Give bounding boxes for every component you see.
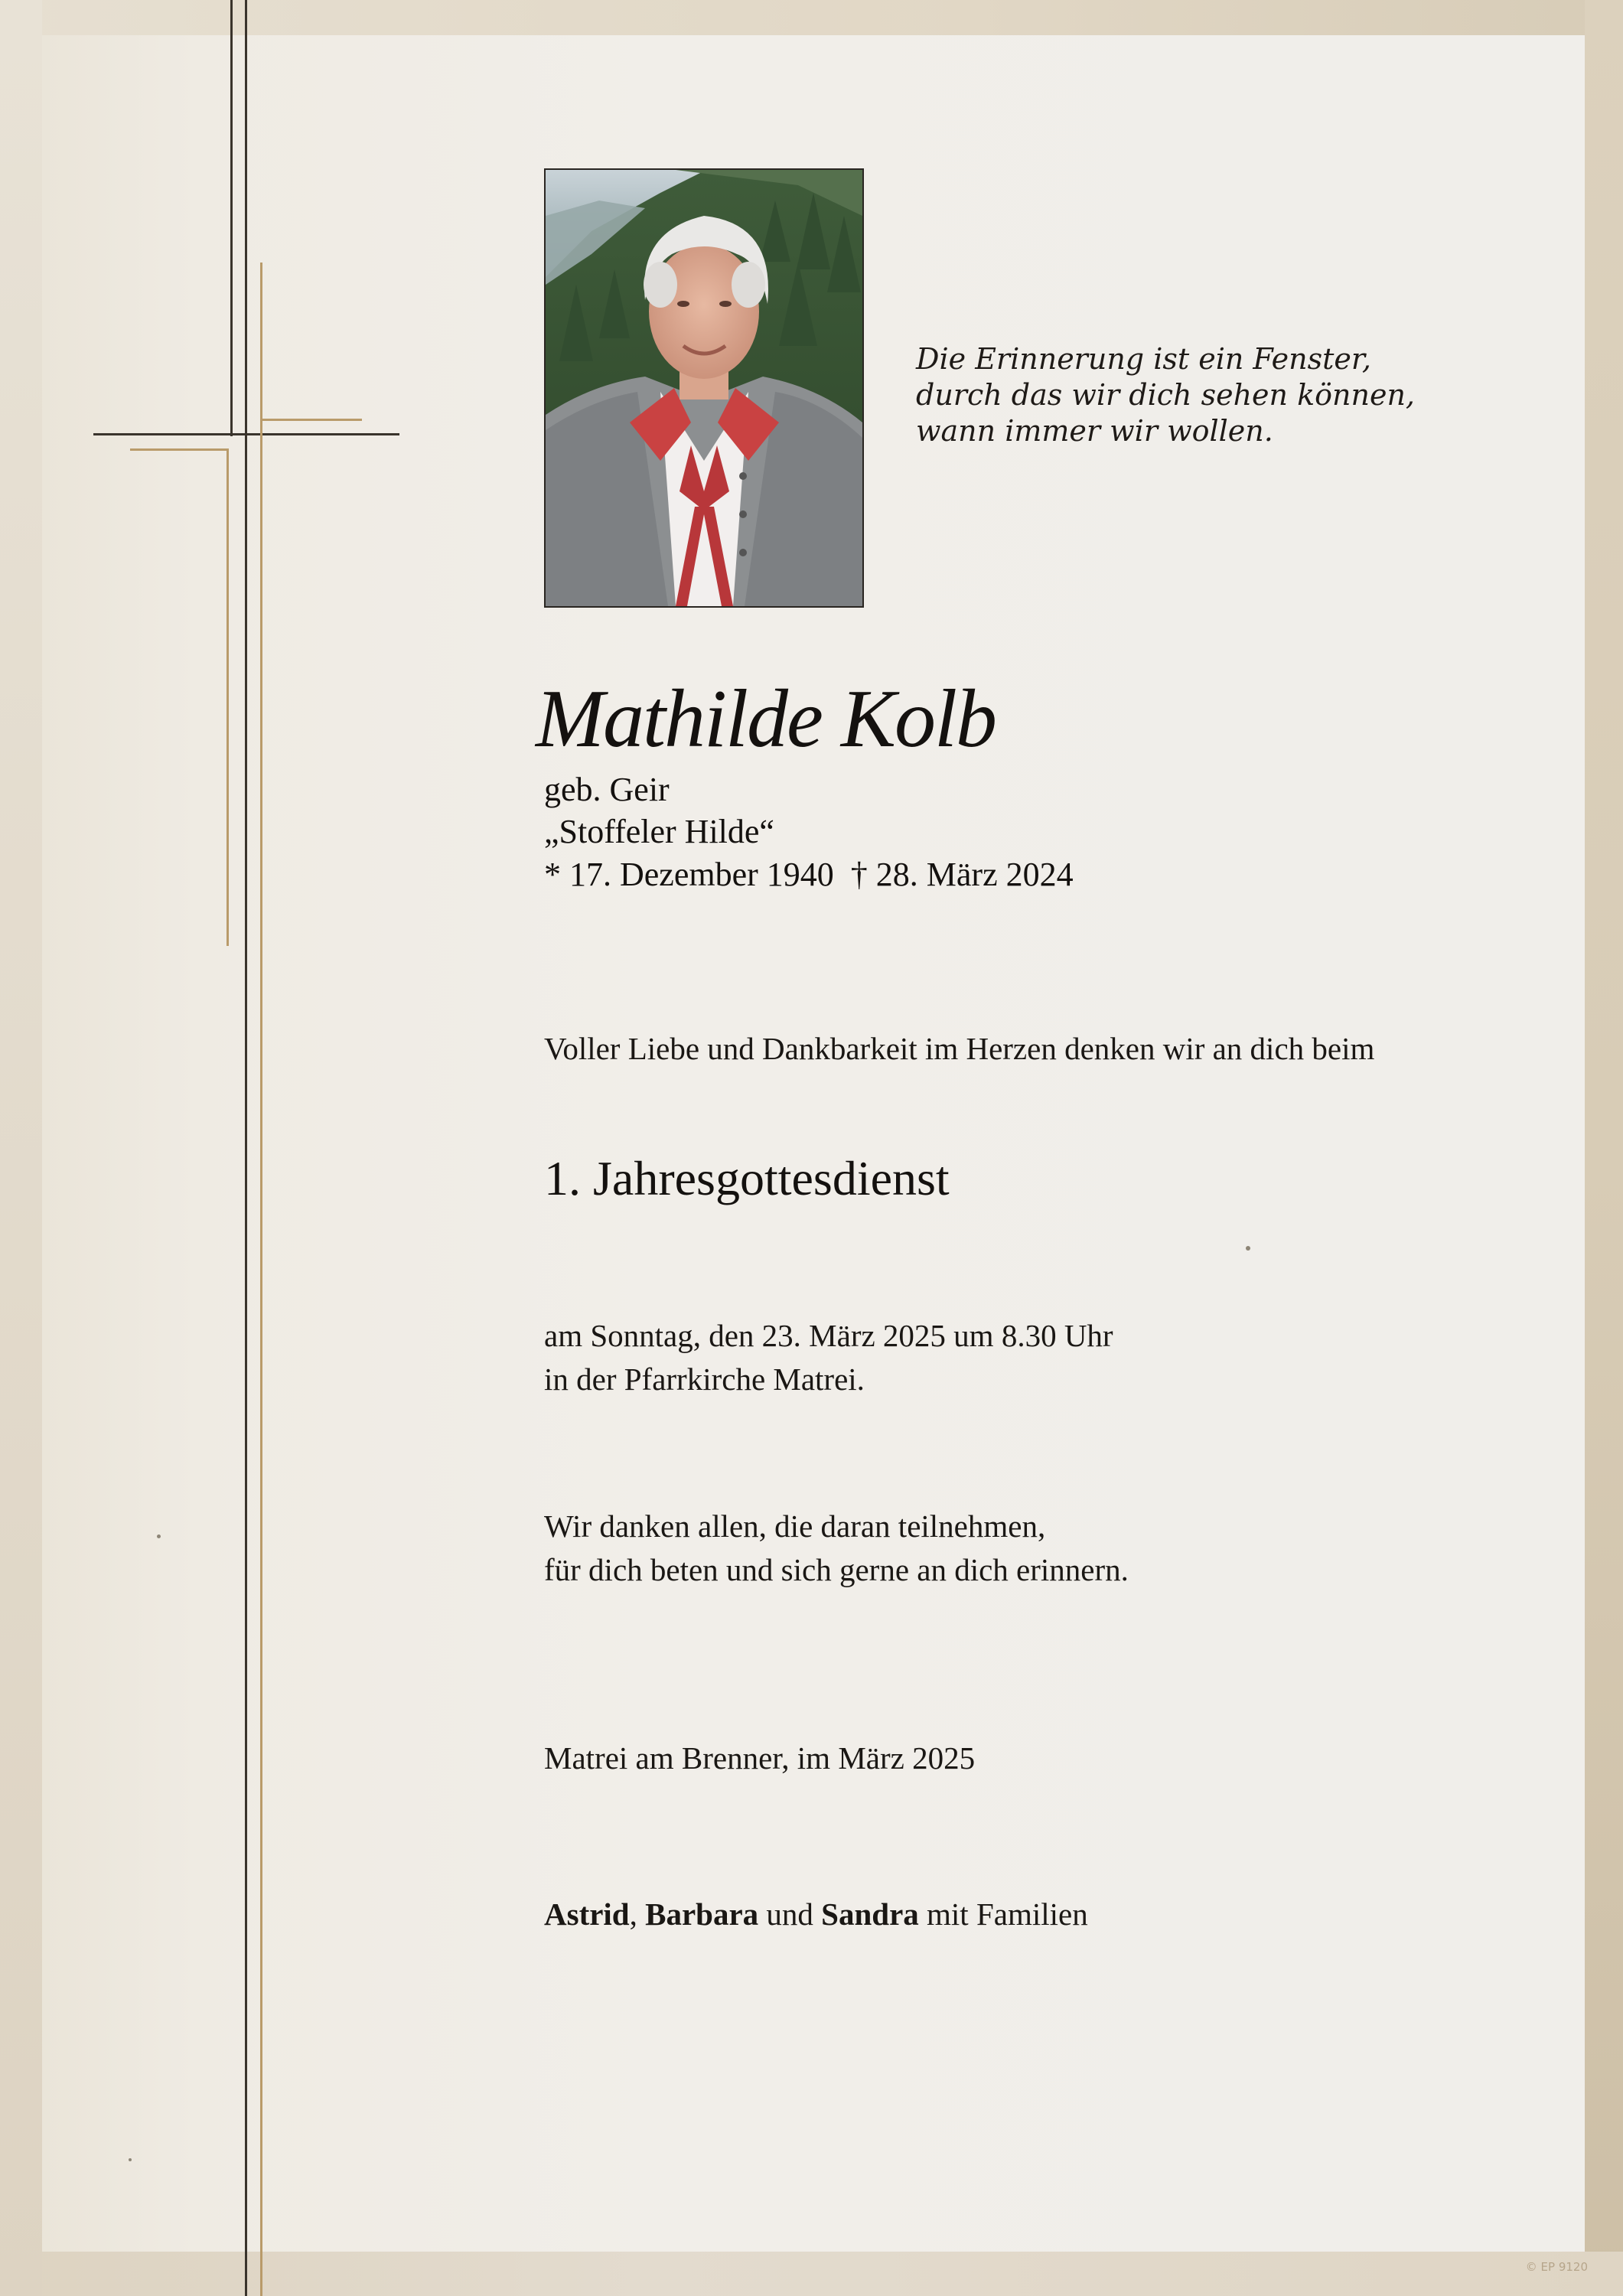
nickname: „Stoffeler Hilde“ [544,813,774,850]
signer-separator: , [629,1896,646,1932]
paper-speck [157,1534,161,1538]
place-date: Matrei am Brenner, im März 2025 [544,1740,976,1776]
paper-speck [1246,1246,1250,1251]
life-dates: * 17. Dezember 1940 † 28. März 2024 [544,856,1074,893]
signer-suffix: mit Familien [918,1896,1088,1932]
paper-edge-top [0,0,1623,35]
paper-speck [129,2158,132,2161]
cross-horizontal-dark [93,433,399,435]
cross-horizontal-gold-right [260,419,362,421]
signer-name: Astrid [544,1896,630,1932]
signer-name: Barbara [645,1896,759,1932]
signers [544,1893,1088,1936]
signer-name: Sandra [821,1896,919,1932]
deceased-name: Mathilde Kolb [536,673,996,765]
paper-edge-right [1585,0,1623,2296]
cross-vertical-dark-upper [230,0,233,436]
memorial-quote [916,341,1467,449]
paper-edge-bottom [0,2252,1623,2296]
quote-line: wann immer wir wollen. [916,414,1273,448]
service-datetime: am Sonntag, den 23. März 2025 um 8.30 Uhr [544,1318,1113,1353]
portrait-photo [544,168,864,608]
cross-horizontal-gold-left [130,448,229,451]
quote-line: Die Erinnerung ist ein Fenster, [916,342,1371,376]
signer-separator: und [758,1896,822,1932]
service-location: in der Pfarrkirche Matrei. [544,1362,865,1397]
thanks-line: für dich beten und sich gerne an dich erinnern. [544,1552,1129,1587]
service-title: 1. Jahresgottesdienst [544,1151,950,1205]
birth-name: geb. Geir [544,771,670,808]
intro-text: Voller Liebe und Dankbarkeit im Herzen denken wir an dich beim [544,1031,1375,1066]
thanks-line: Wir danken allen, die daran teilnehmen, [544,1508,1046,1544]
cross-vertical-dark-main [245,0,247,2296]
copyright-mark: © EP 9120 [1525,2260,1588,2274]
portrait-illustration [546,170,862,606]
cross-vertical-gold-left [227,448,229,946]
paper-edge-left [0,0,42,2296]
quote-line: durch das wir dich sehen können, [916,378,1415,412]
cross-vertical-gold-right [260,263,262,2296]
